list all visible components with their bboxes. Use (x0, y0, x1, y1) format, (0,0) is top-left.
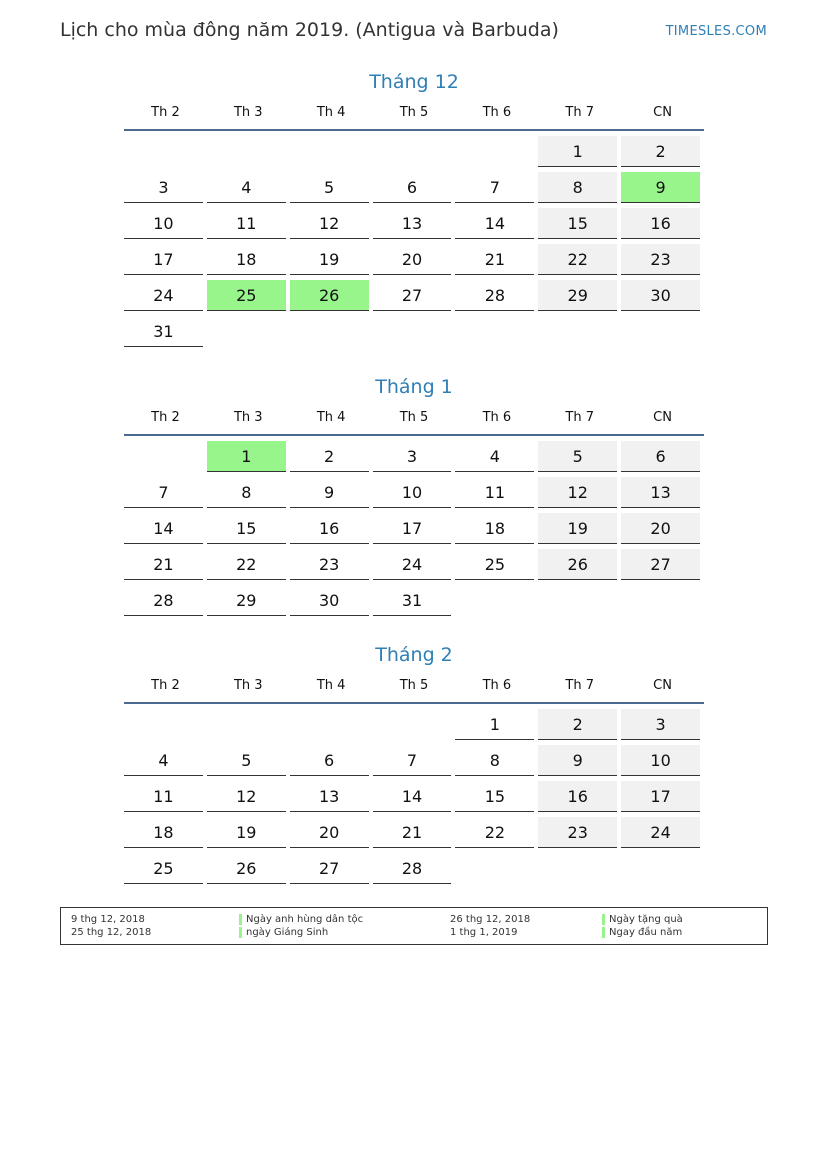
day-cell[interactable]: 15 (207, 513, 290, 549)
day-cell[interactable]: 16 (621, 208, 704, 244)
day-cell[interactable]: 18 (455, 513, 538, 549)
day-cell[interactable]: 21 (124, 549, 207, 585)
weekday-label: CN (653, 410, 672, 425)
week-row (124, 477, 704, 513)
weeks-grid (124, 441, 704, 621)
weekday-label: Th 7 (565, 678, 595, 693)
day-cell[interactable]: 18 (124, 817, 207, 853)
day-cell[interactable]: 28 (124, 585, 207, 621)
weekday-label: Th 4 (316, 410, 346, 425)
empty-day-cell (538, 585, 621, 621)
day-cell[interactable]: 12 (538, 477, 621, 513)
day-cell[interactable]: 26 (538, 549, 621, 585)
empty-day-cell (290, 316, 373, 352)
legend-holiday-name: ngày Giáng Sinh (239, 926, 328, 939)
empty-day-cell (207, 316, 290, 352)
holiday-day-cell[interactable]: 1 (207, 441, 290, 477)
day-cell[interactable]: 18 (207, 244, 290, 280)
day-cell[interactable]: 25 (124, 853, 207, 889)
day-cell[interactable]: 30 (290, 585, 373, 621)
weekday-label: Th 5 (399, 410, 429, 425)
empty-day-cell (455, 136, 538, 172)
day-cell[interactable]: 27 (373, 280, 456, 316)
week-row (124, 280, 704, 316)
day-cell[interactable]: 2 (621, 136, 704, 172)
day-cell[interactable]: 5 (290, 172, 373, 208)
week-row (124, 745, 704, 781)
day-cell[interactable]: 17 (621, 781, 704, 817)
day-cell[interactable]: 23 (290, 549, 373, 585)
day-cell[interactable]: 21 (455, 244, 538, 280)
day-cell[interactable]: 6 (290, 745, 373, 781)
month-title: Tháng 1 (375, 376, 453, 398)
weekday-label: Th 5 (399, 105, 429, 120)
day-cell[interactable]: 23 (538, 817, 621, 853)
site-link[interactable]: TIMESLES.COM (665, 24, 767, 39)
weekday-label: CN (653, 678, 672, 693)
week-row (124, 316, 704, 352)
day-cell[interactable]: 8 (538, 172, 621, 208)
empty-day-cell (621, 585, 704, 621)
month-calendar-december (124, 67, 704, 352)
day-cell[interactable]: 10 (124, 208, 207, 244)
day-cell[interactable]: 29 (207, 585, 290, 621)
day-cell[interactable]: 7 (373, 745, 456, 781)
day-cell[interactable]: 26 (207, 853, 290, 889)
day-cell[interactable]: 7 (124, 477, 207, 513)
empty-day-cell (621, 853, 704, 889)
holiday-day-cell[interactable]: 25 (207, 280, 290, 316)
day-cell[interactable]: 24 (621, 817, 704, 853)
empty-day-cell (207, 709, 290, 745)
day-cell[interactable]: 16 (290, 513, 373, 549)
day-cell[interactable]: 22 (207, 549, 290, 585)
day-cell[interactable]: 15 (455, 781, 538, 817)
month-title: Tháng 12 (369, 71, 459, 93)
day-cell[interactable]: 5 (538, 441, 621, 477)
weeks-grid (124, 709, 704, 889)
day-cell[interactable]: 2 (290, 441, 373, 477)
weekday-header-row (124, 408, 704, 436)
legend-date: 1 thg 1, 2019 (450, 927, 518, 938)
weekday-label: CN (653, 105, 672, 120)
day-cell[interactable]: 10 (373, 477, 456, 513)
day-cell[interactable]: 15 (538, 208, 621, 244)
day-cell[interactable]: 25 (455, 549, 538, 585)
legend-date: 25 thg 12, 2018 (71, 927, 152, 938)
week-row (124, 853, 704, 889)
empty-day-cell (373, 709, 456, 745)
day-cell[interactable]: 12 (207, 781, 290, 817)
empty-day-cell (124, 136, 207, 172)
day-cell[interactable]: 14 (373, 781, 456, 817)
day-cell[interactable]: 28 (455, 280, 538, 316)
day-cell[interactable]: 24 (373, 549, 456, 585)
month-title: Tháng 2 (375, 644, 453, 666)
day-cell[interactable]: 20 (621, 513, 704, 549)
day-cell[interactable]: 22 (538, 244, 621, 280)
legend-holiday-name: Ngày anh hùng dân tộc (239, 913, 363, 926)
day-cell[interactable]: 14 (124, 513, 207, 549)
week-row (124, 208, 704, 244)
empty-day-cell (373, 136, 456, 172)
day-cell[interactable]: 28 (373, 853, 456, 889)
day-cell[interactable]: 20 (290, 817, 373, 853)
week-row (124, 136, 704, 172)
week-row (124, 549, 704, 585)
day-cell[interactable]: 31 (373, 585, 456, 621)
day-cell[interactable]: 3 (373, 441, 456, 477)
day-cell[interactable]: 17 (124, 244, 207, 280)
day-cell[interactable]: 23 (621, 244, 704, 280)
weekday-header-row (124, 676, 704, 704)
day-cell[interactable]: 20 (373, 244, 456, 280)
day-cell[interactable]: 5 (207, 745, 290, 781)
day-cell[interactable]: 13 (621, 477, 704, 513)
legend-holiday-name: Ngay đầu năm (602, 926, 682, 939)
day-cell[interactable]: 27 (290, 853, 373, 889)
weekday-label: Th 4 (316, 105, 346, 120)
day-cell[interactable]: 4 (455, 441, 538, 477)
legend-date: 9 thg 12, 2018 (71, 914, 145, 925)
day-cell[interactable]: 21 (373, 817, 456, 853)
weekday-label: Th 3 (233, 410, 263, 425)
empty-day-cell (290, 709, 373, 745)
day-cell[interactable]: 1 (538, 136, 621, 172)
day-cell[interactable]: 27 (621, 549, 704, 585)
week-row (124, 441, 704, 477)
holiday-day-cell[interactable]: 26 (290, 280, 373, 316)
day-cell[interactable]: 31 (124, 316, 207, 352)
day-cell[interactable]: 9 (538, 745, 621, 781)
legend-holiday-name: Ngày tặng quà (602, 913, 683, 926)
day-cell[interactable]: 11 (124, 781, 207, 817)
week-row (124, 781, 704, 817)
day-cell[interactable]: 17 (373, 513, 456, 549)
empty-day-cell (373, 316, 456, 352)
week-row (124, 244, 704, 280)
day-cell[interactable]: 6 (373, 172, 456, 208)
weekday-label: Th 4 (316, 678, 346, 693)
week-row (124, 172, 704, 208)
weeks-grid (124, 136, 704, 352)
day-cell[interactable]: 10 (621, 745, 704, 781)
day-cell[interactable]: 19 (538, 513, 621, 549)
empty-day-cell (124, 441, 207, 477)
page-title: Lịch cho mùa đông năm 2019. (Antigua và Barbuda) (60, 19, 559, 41)
day-cell[interactable]: 1 (455, 709, 538, 745)
week-row (124, 513, 704, 549)
day-cell[interactable]: 22 (455, 817, 538, 853)
week-row (124, 817, 704, 853)
empty-day-cell (455, 853, 538, 889)
day-cell[interactable]: 2 (538, 709, 621, 745)
week-row (124, 709, 704, 745)
day-cell[interactable]: 6 (621, 441, 704, 477)
empty-day-cell (207, 136, 290, 172)
day-cell[interactable]: 24 (124, 280, 207, 316)
empty-day-cell (621, 316, 704, 352)
day-cell[interactable]: 8 (455, 745, 538, 781)
holiday-legend (60, 907, 768, 945)
weekday-label: Th 6 (482, 105, 512, 120)
day-cell[interactable]: 30 (621, 280, 704, 316)
day-cell[interactable]: 3 (124, 172, 207, 208)
weekday-header-row (124, 103, 704, 131)
empty-day-cell (455, 316, 538, 352)
weekday-label: Th 3 (233, 678, 263, 693)
day-cell[interactable]: 12 (290, 208, 373, 244)
day-cell[interactable]: 7 (455, 172, 538, 208)
weekday-label: Th 2 (151, 678, 180, 693)
day-cell[interactable]: 9 (290, 477, 373, 513)
empty-day-cell (455, 585, 538, 621)
week-row (124, 585, 704, 621)
weekday-label: Th 6 (482, 678, 512, 693)
weekday-label: Th 2 (151, 410, 180, 425)
day-cell[interactable]: 16 (538, 781, 621, 817)
day-cell[interactable]: 3 (621, 709, 704, 745)
empty-day-cell (538, 316, 621, 352)
weekday-label: Th 2 (151, 105, 180, 120)
day-cell[interactable]: 11 (455, 477, 538, 513)
day-cell[interactable]: 29 (538, 280, 621, 316)
day-cell[interactable]: 13 (290, 781, 373, 817)
empty-day-cell (290, 136, 373, 172)
weekday-label: Th 3 (233, 105, 263, 120)
month-calendar-february (124, 640, 704, 889)
day-cell[interactable]: 11 (207, 208, 290, 244)
weekday-label: Th 5 (399, 678, 429, 693)
day-cell[interactable]: 8 (207, 477, 290, 513)
empty-day-cell (124, 709, 207, 745)
day-cell[interactable]: 13 (373, 208, 456, 244)
day-cell[interactable]: 19 (290, 244, 373, 280)
legend-date: 26 thg 12, 2018 (450, 914, 531, 925)
day-cell[interactable]: 4 (207, 172, 290, 208)
day-cell[interactable]: 4 (124, 745, 207, 781)
day-cell[interactable]: 14 (455, 208, 538, 244)
weekday-label: Th 7 (565, 105, 595, 120)
holiday-day-cell[interactable]: 9 (621, 172, 704, 208)
empty-day-cell (538, 853, 621, 889)
weekday-label: Th 6 (482, 410, 512, 425)
month-calendar-january (124, 372, 704, 621)
weekday-label: Th 7 (565, 410, 595, 425)
day-cell[interactable]: 19 (207, 817, 290, 853)
